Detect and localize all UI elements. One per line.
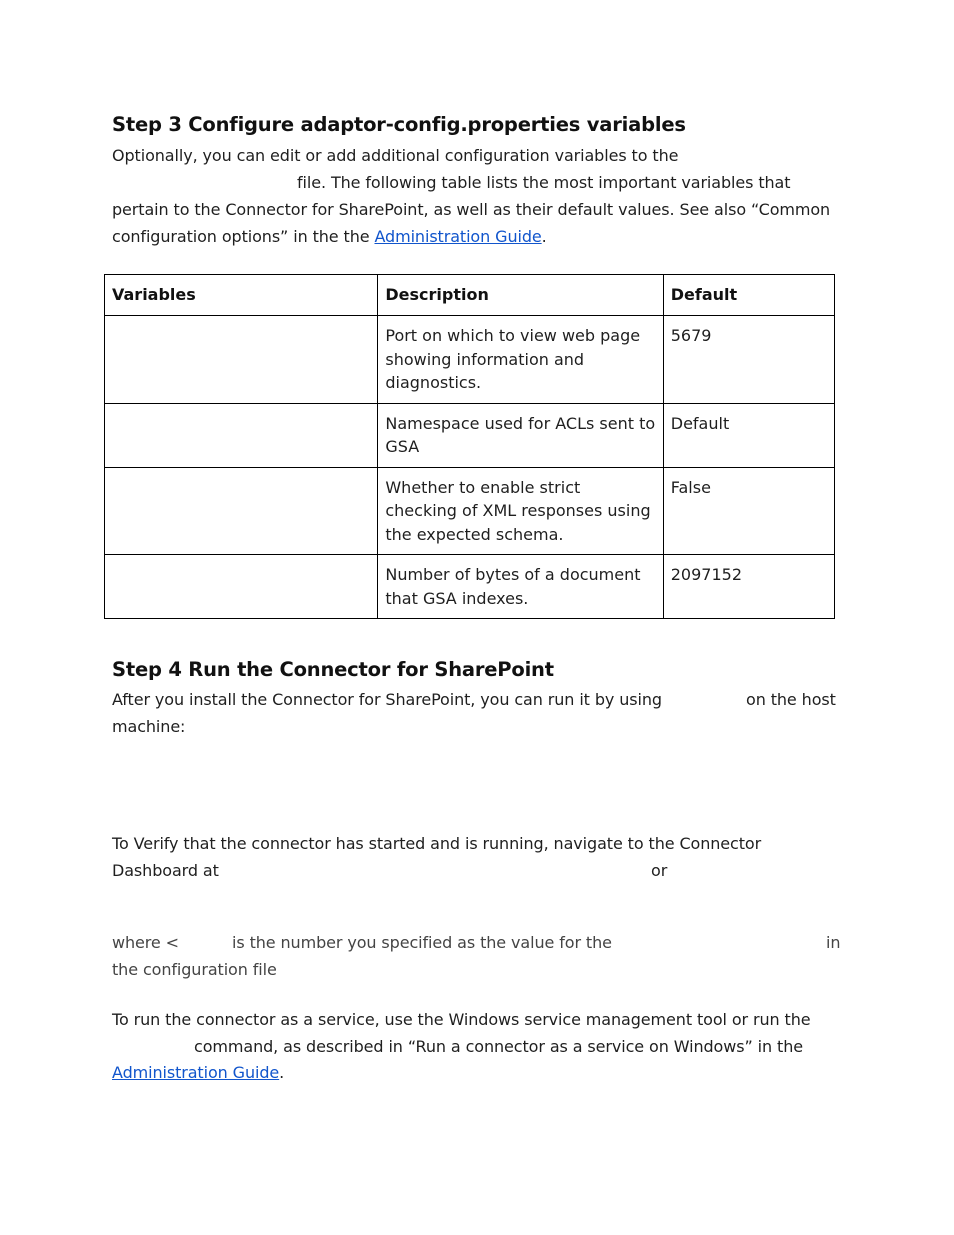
- table-cell-description: Namespace used for ACLs sent to GSA: [378, 403, 663, 467]
- where-text-middle: is the number you specified as the value for the: [232, 933, 612, 952]
- step4-run-text-line2: machine:: [112, 717, 186, 736]
- table-row: [105, 316, 835, 404]
- where-text-in: in: [826, 933, 841, 952]
- table-cell-variable: [105, 555, 378, 619]
- step3-paragraph-line2: file. The following table lists the most important variables that: [297, 173, 791, 192]
- verify-text-line1: To Verify that the connector has started and is running, navigate to the Connector: [112, 834, 762, 853]
- service-text-line1: To run the connector as a service, use the Windows service management tool or run the: [112, 1010, 811, 1029]
- table-cell-default: 2097152: [663, 555, 834, 619]
- step3-heading: Step 3 Configure adaptor-config.properties variables: [112, 113, 686, 136]
- where-text-line2: the configuration file: [112, 960, 277, 979]
- table-cell-default: Default: [663, 403, 834, 467]
- step3-paragraph-line1: Optionally, you can edit or add additional configuration variables to the: [112, 146, 679, 165]
- service-text-period: .: [279, 1063, 285, 1082]
- table-cell-variable: [105, 316, 378, 404]
- table-row: [105, 555, 835, 619]
- step3-paragraph-text: configuration options” in the the: [112, 227, 375, 246]
- where-text: where <: [112, 933, 179, 952]
- table-cell-variable: [105, 403, 378, 467]
- table-header-row: [105, 275, 835, 316]
- table-cell-variable: [105, 467, 378, 555]
- table-cell-description: Number of bytes of a document that GSA indexes.: [378, 555, 663, 619]
- header-variables: Variables: [105, 275, 378, 316]
- table-cell-default: False: [663, 467, 834, 555]
- step4-heading: Step 4 Run the Connector for SharePoint: [112, 658, 554, 681]
- table-cell-description: Port on which to view web page showing information and diagnostics.: [378, 316, 663, 404]
- administration-guide-link-2[interactable]: Administration Guide: [112, 1063, 280, 1082]
- service-text-line2: command, as described in “Run a connector as a service on Windows” in the: [194, 1037, 803, 1056]
- step3-paragraph-line4: [112, 223, 547, 250]
- table-row: [105, 403, 835, 467]
- verify-text-or: or: [651, 861, 668, 880]
- header-description: Description: [378, 275, 663, 316]
- step4-run-text-part1: After you install the Connector for SharePoint, you can run it by using: [112, 690, 662, 709]
- administration-guide-link[interactable]: Administration Guide: [374, 227, 542, 246]
- step3-paragraph-period: .: [541, 227, 547, 246]
- table-row: [105, 467, 835, 555]
- table-cell-description: Whether to enable strict checking of XML responses using the expected schema.: [378, 467, 663, 555]
- step4-run-text-part2: on the host: [746, 690, 836, 709]
- table-cell-default: 5679: [663, 316, 834, 404]
- verify-text-line2: Dashboard at: [112, 861, 219, 880]
- header-default: Default: [663, 275, 834, 316]
- variables-table: [104, 274, 835, 619]
- step3-paragraph-line3: pertain to the Connector for SharePoint, as well as their default values. See also “Common: [112, 200, 831, 219]
- service-text-line3: [112, 1059, 284, 1086]
